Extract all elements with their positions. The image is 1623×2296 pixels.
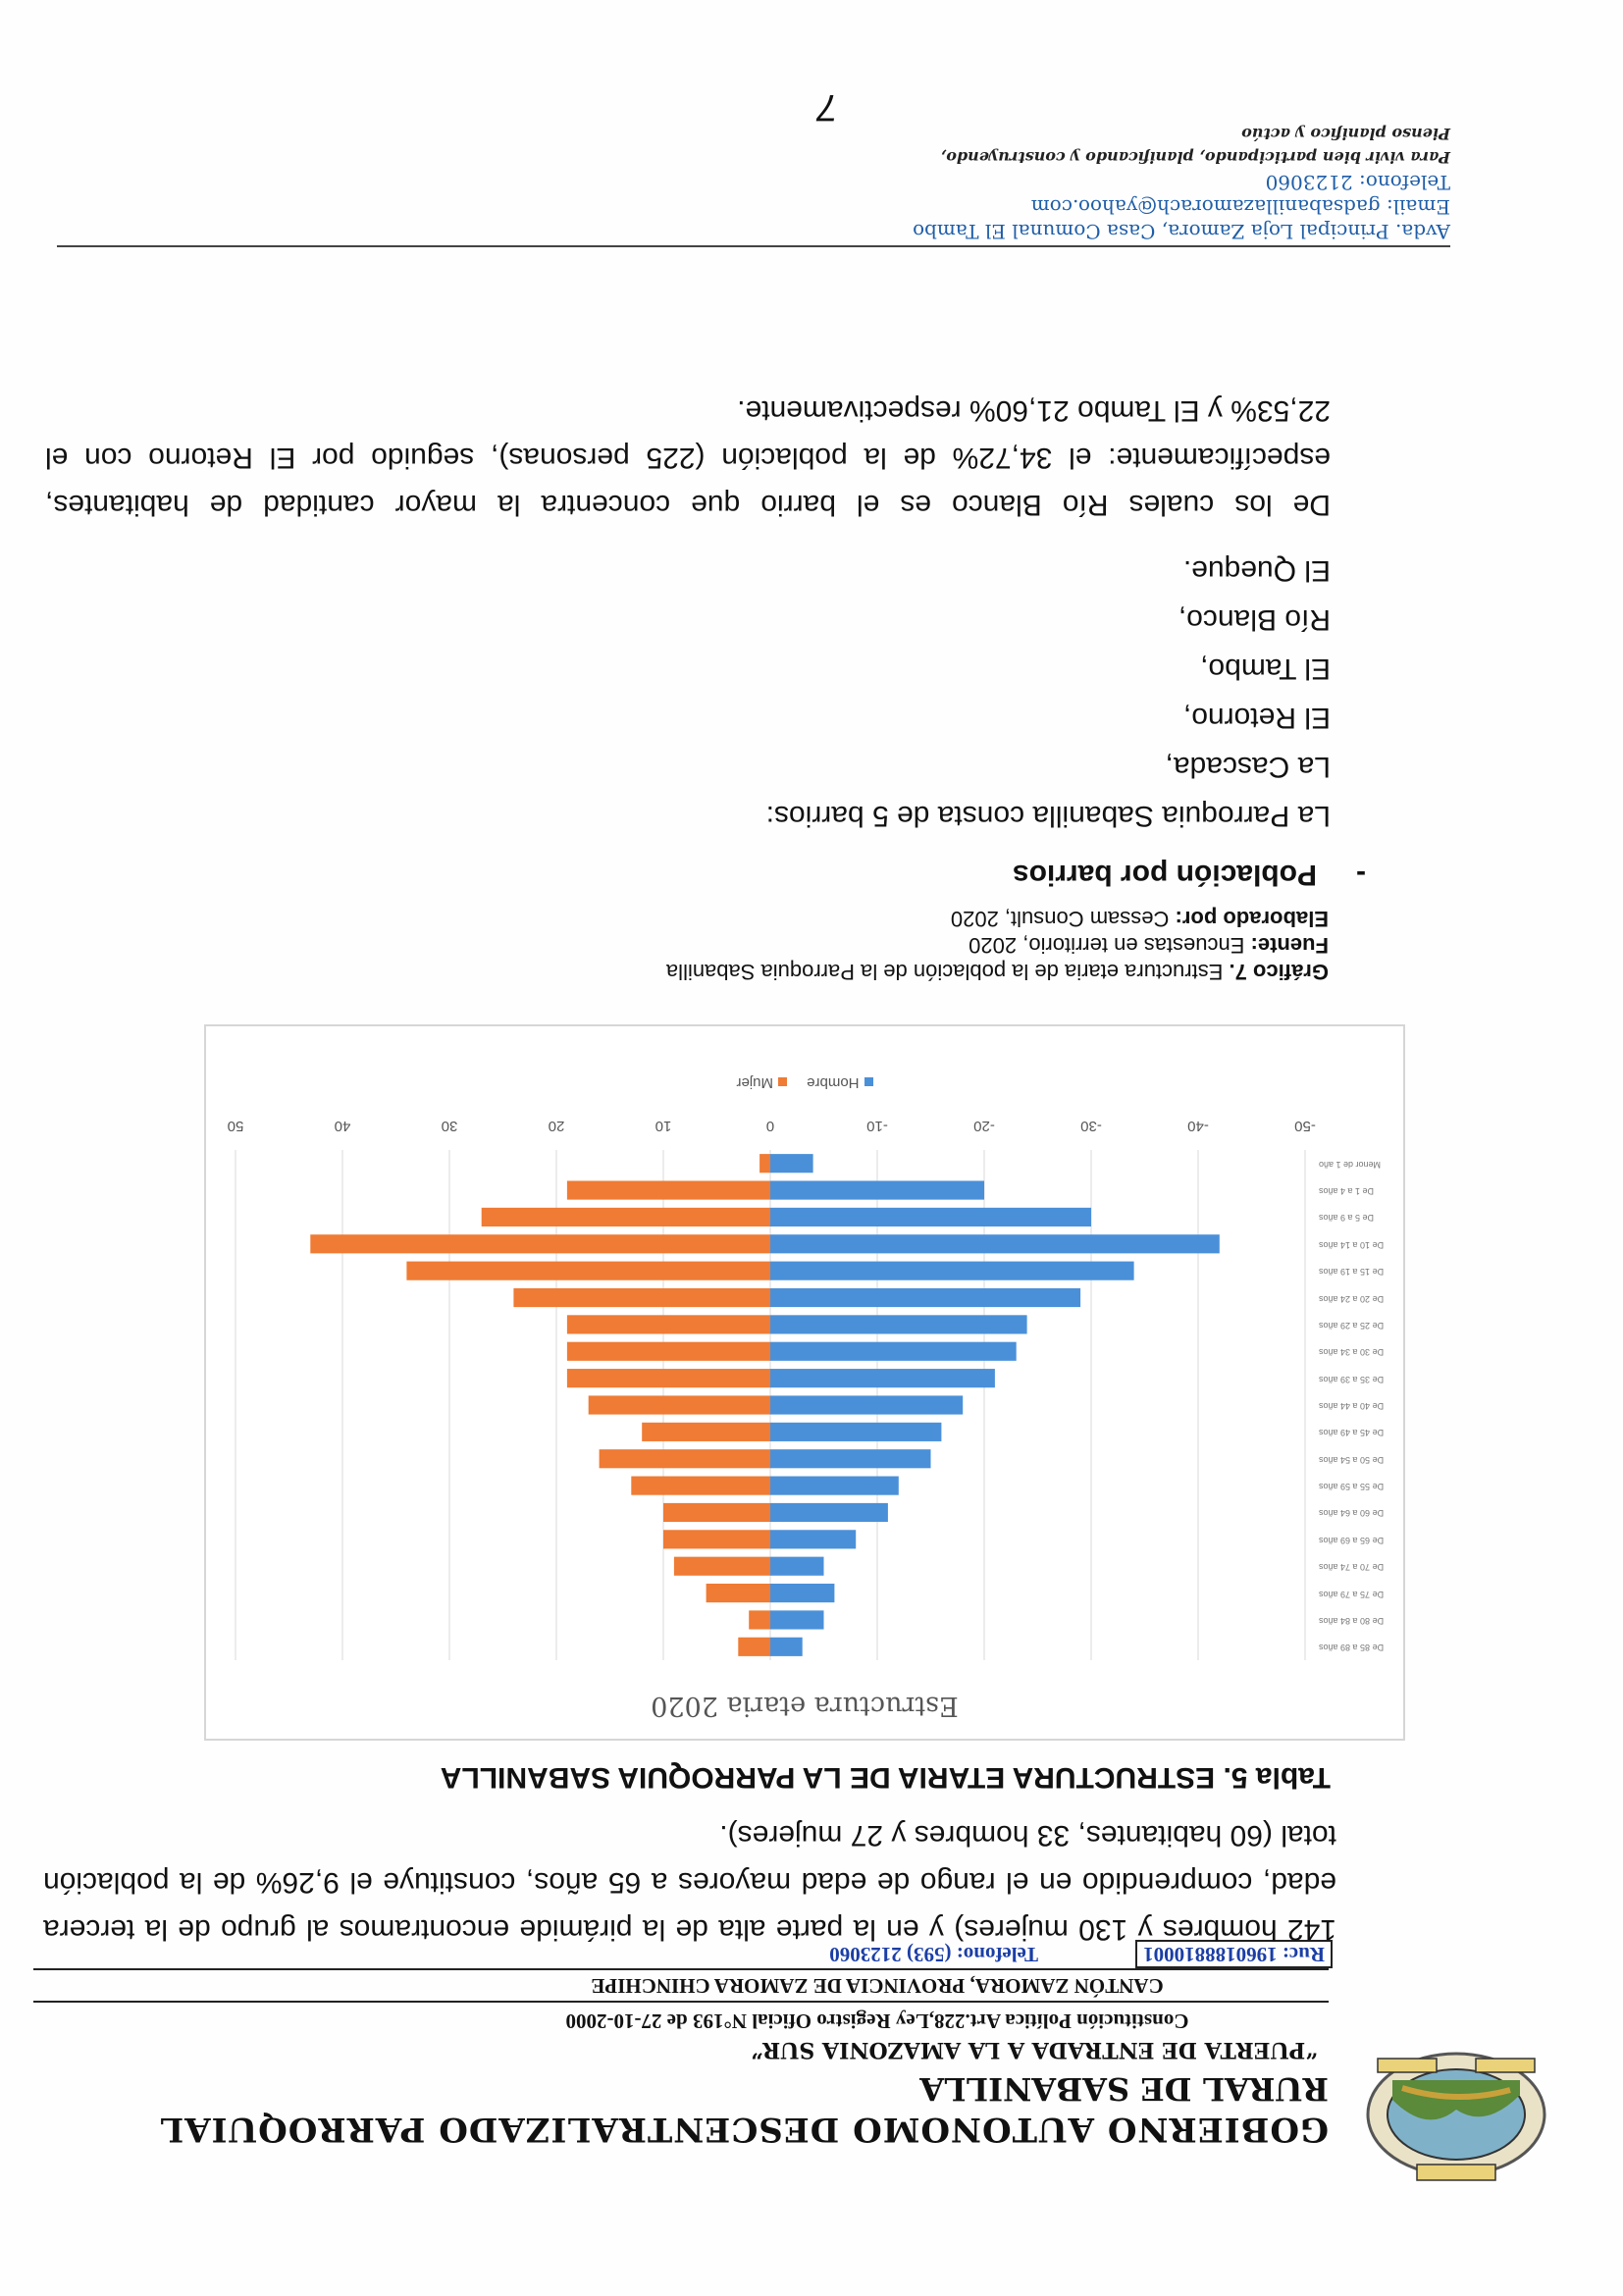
section-bullet: -: [1356, 859, 1366, 891]
bar-mujer: [642, 1423, 770, 1441]
category-label: De 45 a 49 años: [1319, 1428, 1385, 1438]
legend-label: Hombre: [807, 1074, 860, 1091]
bar-mujer: [310, 1234, 770, 1253]
category-label: De 35 a 39 años: [1319, 1374, 1385, 1384]
bar-mujer: [738, 1638, 770, 1656]
bar-hombre: [770, 1154, 813, 1173]
barrios-paragraph: De los cuales Río Blanco es el barrio que concentra la mayor cantidad de habitantes, específicamente: el 34,72% de la población (225 personas), seguido por El Retorno con el 22,53% y El Tambo 21,60% respectivamente.: [45, 394, 1331, 521]
bar-hombre: [770, 1557, 824, 1576]
header-divider: [33, 2001, 1329, 2003]
bar-hombre: [770, 1369, 995, 1387]
footer-divider: [57, 245, 1450, 247]
source-label: Fuente:: [1250, 933, 1329, 958]
bar-mujer: [674, 1557, 770, 1576]
category-label: De 1 a 4 años: [1319, 1186, 1375, 1197]
source-text: Encuestas en territorio, 2020: [969, 933, 1251, 958]
barrio-item: El Tambo,: [1200, 652, 1331, 685]
header-slogan: “PUERTA DE ENTRADA A LA AMAZONIA SUR”: [751, 2037, 1318, 2062]
made-by-text: Cessam Consult, 2020: [950, 907, 1176, 931]
bar-hombre: [770, 1315, 1027, 1333]
chart-plot: [206, 1026, 1403, 1739]
header-constitution: Constitución Política Art.228,Ley Registro Oficial N°193 de 27-10-2000: [565, 2009, 1189, 2033]
bar-hombre: [770, 1342, 1017, 1361]
footer-phone: Telefono: 2123060: [1265, 171, 1450, 194]
chart-caption-text: Estructura etaria de la población de la Parroquia Sabanilla: [665, 960, 1230, 984]
footer-motto: Para vivir bien participando, planificando y construyendo,: [940, 148, 1450, 167]
x-tick-label: -40: [1187, 1118, 1209, 1134]
parish-seal-logo: [1358, 2041, 1554, 2188]
footer-email: Email: gadsabanillazamorach@yahoo.com: [1030, 195, 1450, 219]
barrio-item: El Retorno,: [1182, 702, 1331, 734]
bar-hombre: [770, 1180, 984, 1199]
bar-mujer: [600, 1449, 770, 1468]
x-tick-label: 10: [654, 1118, 672, 1134]
bar-mujer: [749, 1610, 770, 1629]
bar-hombre: [770, 1530, 856, 1548]
x-tick-label: 30: [441, 1118, 458, 1134]
category-label: De 75 a 79 años: [1319, 1589, 1385, 1599]
chart-author: [951, 906, 1329, 932]
bar-mujer: [759, 1154, 770, 1173]
footer-address: Avda. Principal Loja Zamora, Casa Comunal El Tambo: [913, 220, 1450, 243]
bar-hombre: [770, 1638, 803, 1656]
bar-mujer: [406, 1262, 770, 1280]
category-label: De 50 a 54 años: [1319, 1454, 1385, 1465]
x-tick-label: -50: [1294, 1118, 1316, 1134]
header-divider: [33, 1968, 1329, 1970]
bar-hombre: [770, 1610, 824, 1629]
bar-hombre: [770, 1234, 1220, 1253]
bar-mujer: [663, 1530, 770, 1548]
x-tick-label: 0: [765, 1118, 775, 1134]
header-phone: Telefono: (593) 2123060: [829, 1943, 1038, 1966]
category-label: De 85 a 89 años: [1319, 1643, 1385, 1653]
barrio-item: La Cascada,: [1165, 751, 1331, 783]
category-label: De 60 a 64 años: [1319, 1508, 1385, 1519]
bar-mujer: [567, 1369, 770, 1387]
category-label: De 25 a 29 años: [1319, 1320, 1385, 1331]
section-heading: [1013, 858, 1366, 891]
category-label: De 5 a 9 años: [1319, 1213, 1375, 1224]
bar-hombre: [770, 1477, 899, 1495]
age-pyramid-chart: [204, 1024, 1405, 1741]
category-label: De 70 a 74 años: [1319, 1562, 1385, 1573]
header-ruc: Ruc: 1960188810001: [1135, 1940, 1333, 1968]
category-label: De 20 a 24 años: [1319, 1293, 1385, 1304]
bar-mujer: [567, 1180, 770, 1199]
chart-caption-label: Gráfico 7.: [1229, 960, 1329, 984]
bar-hombre: [770, 1423, 941, 1441]
legend-item-hombre: [807, 1074, 872, 1091]
bar-mujer: [482, 1208, 770, 1226]
category-label: De 30 a 34 años: [1319, 1347, 1385, 1358]
bar-hombre: [770, 1288, 1080, 1307]
x-tick-label: 20: [548, 1118, 565, 1134]
x-tick-label: 40: [334, 1118, 351, 1134]
category-label: Menor de 1 año: [1319, 1159, 1382, 1170]
barrio-item: El Queque.: [1182, 554, 1331, 587]
category-label: De 80 a 84 años: [1319, 1615, 1385, 1626]
bar-hombre: [770, 1208, 1091, 1226]
category-label: De 40 a 44 años: [1319, 1401, 1385, 1411]
bar-hombre: [770, 1503, 888, 1522]
category-label: De 55 a 59 años: [1319, 1482, 1385, 1492]
bar-hombre: [770, 1449, 931, 1468]
bar-mujer: [589, 1395, 770, 1414]
header-subtitle: RURAL DE SABANILLA: [919, 2070, 1329, 2108]
chart-legend: [206, 1074, 1403, 1091]
legend-item-mujer: [736, 1074, 787, 1091]
bar-mujer: [567, 1342, 770, 1361]
barrio-item: Río Blanco,: [1178, 603, 1331, 636]
header-title: GOBIERNO AUTONOMO DESCENTRALIZADO PARROQUIAL: [159, 2110, 1329, 2149]
bar-hombre: [770, 1584, 834, 1602]
chart-title: Estructura etaria 2020: [651, 1691, 959, 1721]
made-by-label: Elaborado por:: [1175, 907, 1329, 931]
chart-source: [969, 932, 1329, 959]
intro-paragraph: 142 hombres y 130 mujeres) y en la parte alta de la pirámide encontramos al grupo de la tercera edad, comprendido en el rango de edad mayores a 65 años, constituye el 9,26% de la población total (60 habitantes, 33 hombres y 27 mujeres).: [43, 1819, 1336, 1946]
bar-mujer: [631, 1477, 770, 1495]
page-number: 7: [816, 86, 838, 128]
legend-label: Mujer: [736, 1074, 773, 1091]
bar-hombre: [770, 1262, 1134, 1280]
x-tick-label: -30: [1080, 1118, 1102, 1134]
category-label: De 15 a 19 años: [1319, 1267, 1385, 1278]
x-tick-label: -20: [973, 1118, 995, 1134]
bar-hombre: [770, 1395, 963, 1414]
bar-mujer: [567, 1315, 770, 1333]
bar-mujer: [707, 1584, 770, 1602]
barrios-intro: La Parroquia Sabanilla consta de 5 barrios:: [765, 800, 1331, 832]
table-caption: Tabla 5. ESTRUCTURA ETARIA DE LA PARROQUIA SABANILLA: [440, 1761, 1331, 1794]
header-canton: CANTÓN ZAMORA, PROVINCIA DE ZAMORA CHINCHIPE: [591, 1974, 1164, 1998]
bar-mujer: [513, 1288, 770, 1307]
section-title: Población por barrios: [1012, 859, 1317, 891]
x-tick-label: 50: [227, 1118, 244, 1134]
bar-mujer: [663, 1503, 770, 1522]
footer-motto: Pienso planifico y actúo: [1241, 125, 1450, 143]
category-label: De 65 a 69 años: [1319, 1535, 1385, 1545]
x-tick-label: -10: [866, 1118, 888, 1134]
category-label: De 10 a 14 años: [1319, 1239, 1385, 1250]
chart-caption: [666, 959, 1329, 985]
